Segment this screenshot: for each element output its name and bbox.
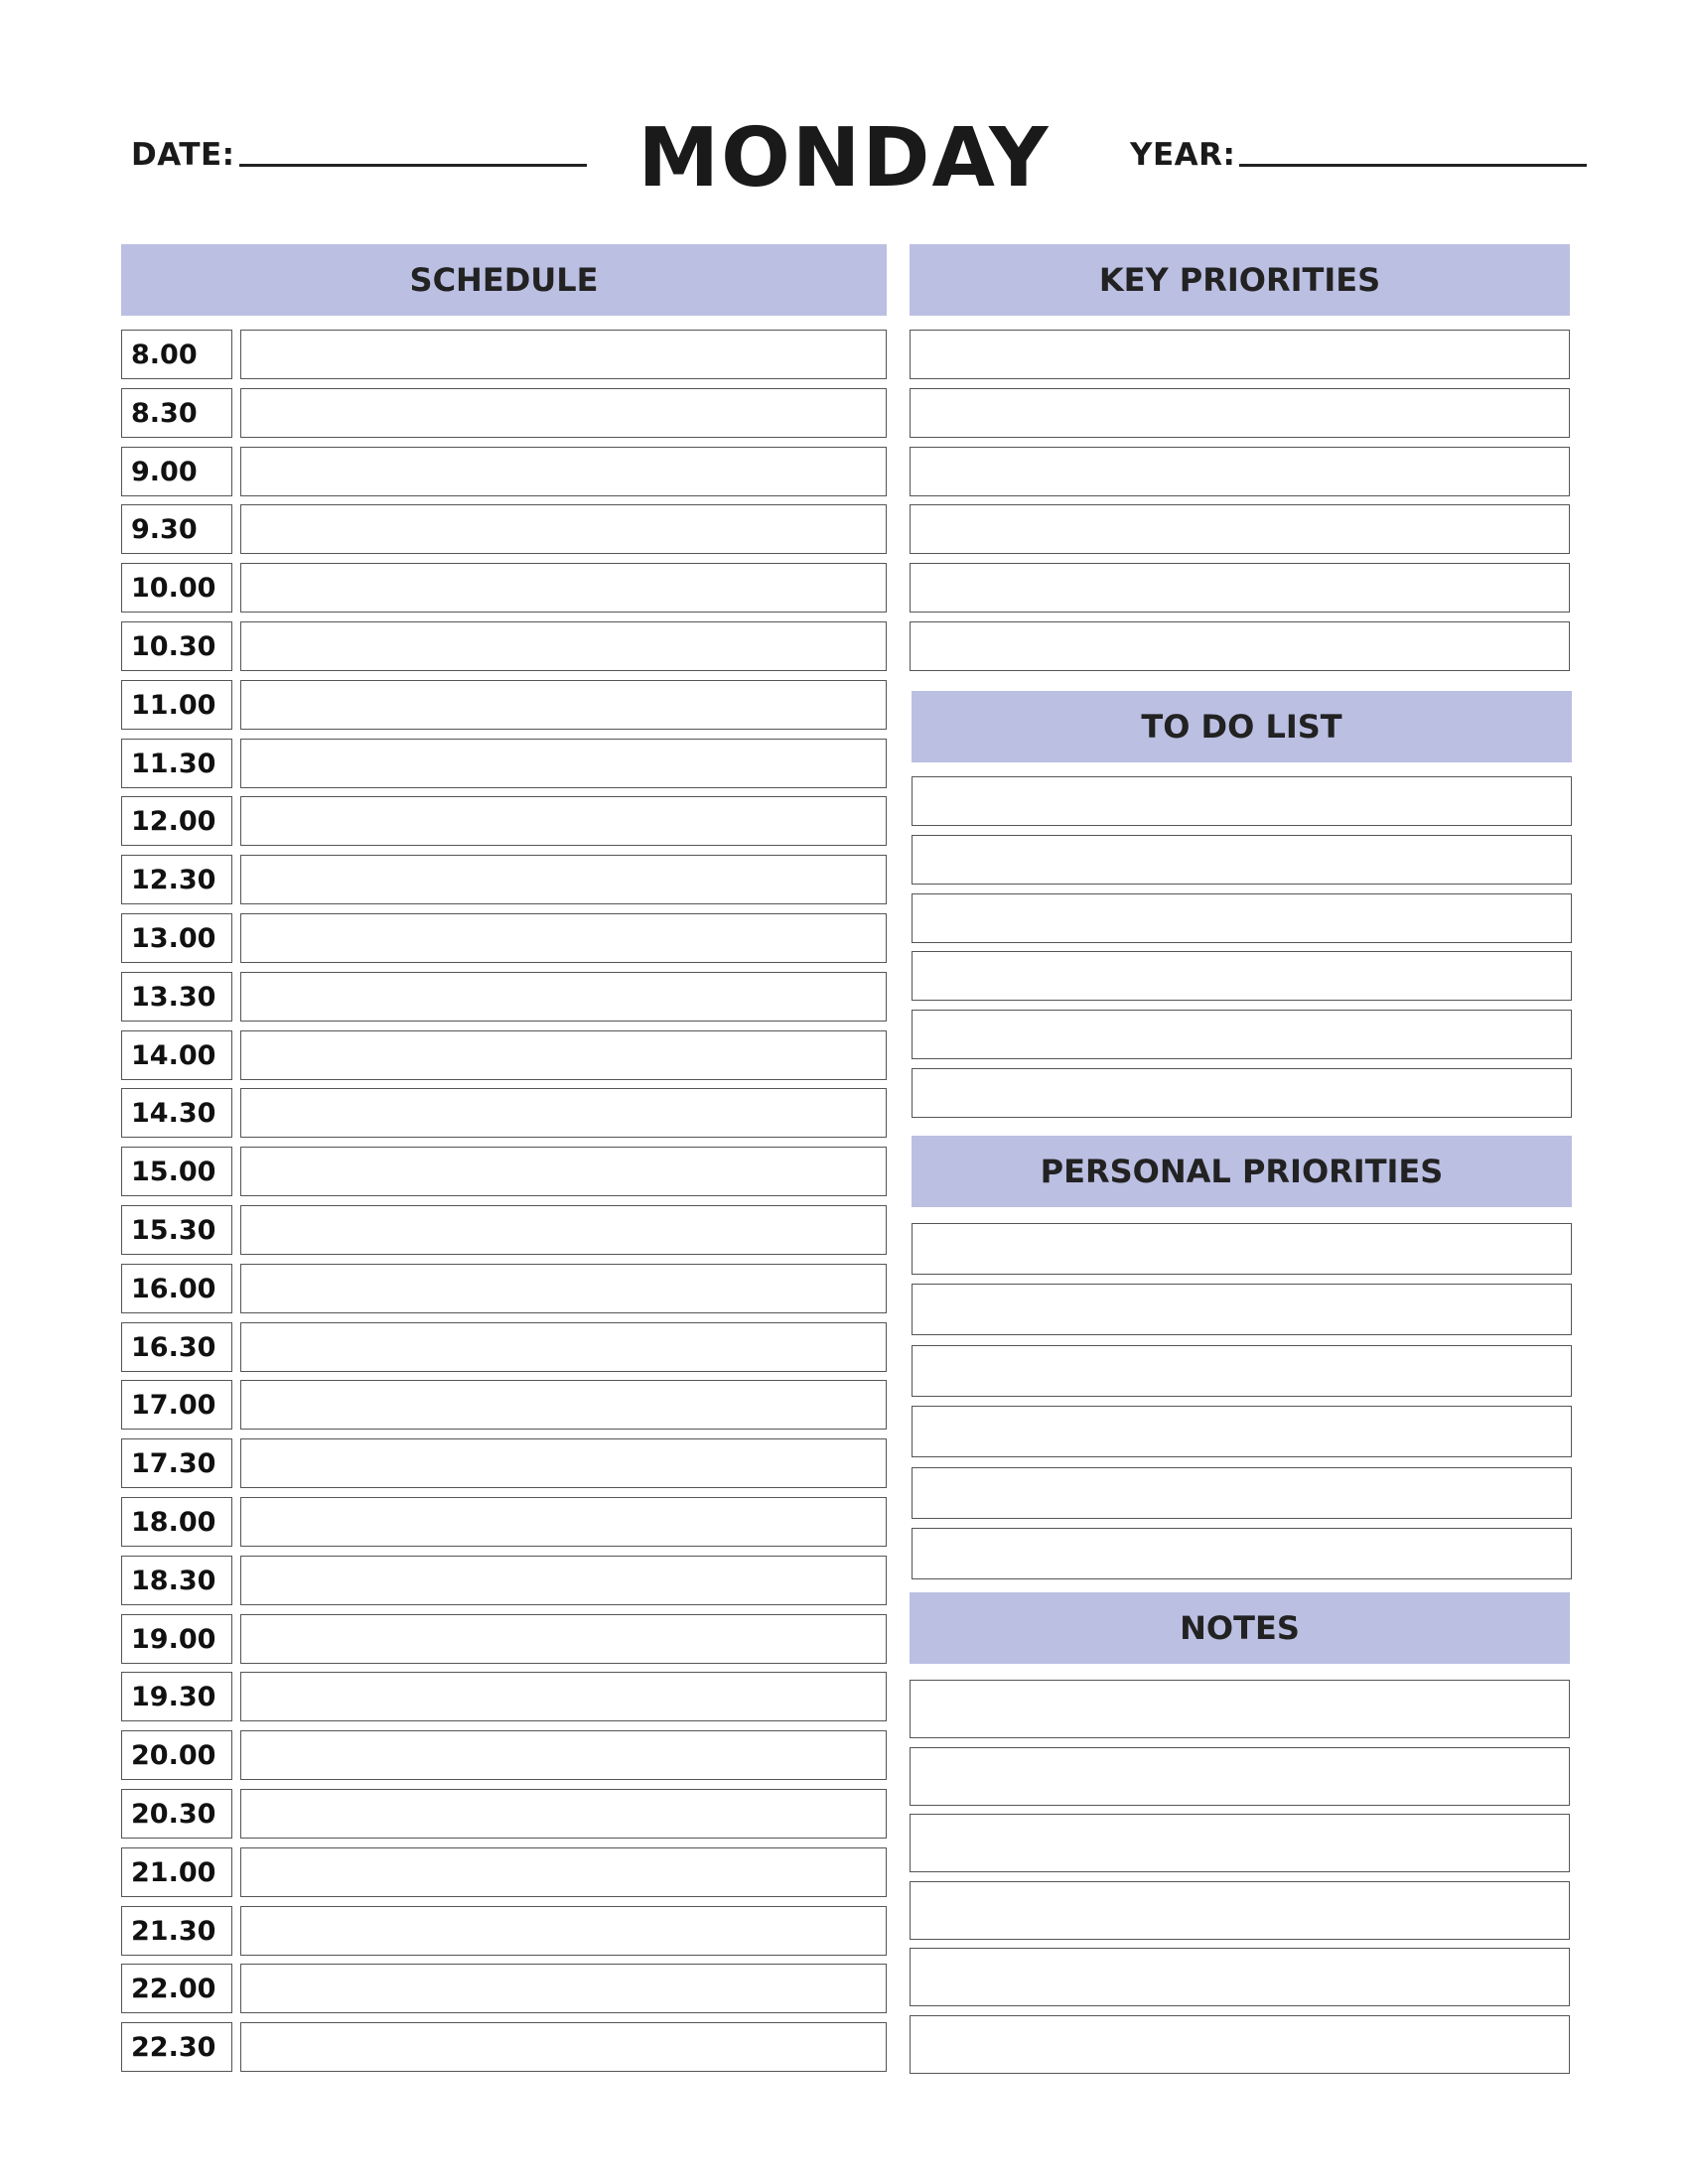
- schedule-time-cell: 19.00: [121, 1614, 232, 1664]
- todo-item-field[interactable]: [912, 835, 1572, 885]
- schedule-entry-field[interactable]: [240, 913, 887, 963]
- schedule-time-cell: 17.30: [121, 1438, 232, 1488]
- schedule-time-cell: 18.30: [121, 1556, 232, 1605]
- note-line-field[interactable]: [910, 2015, 1570, 2074]
- schedule-time-cell: 8.30: [121, 388, 232, 438]
- schedule-time-cell: 10.00: [121, 563, 232, 613]
- schedule-time-cell: 19.30: [121, 1672, 232, 1721]
- note-line-field[interactable]: [910, 1680, 1570, 1738]
- todo-item-field[interactable]: [912, 951, 1572, 1001]
- schedule-entry-field[interactable]: [240, 1672, 887, 1721]
- schedule-time-cell: 18.00: [121, 1497, 232, 1547]
- key-priority-field[interactable]: [910, 330, 1570, 379]
- schedule-entry-field[interactable]: [240, 1789, 887, 1839]
- schedule-entry-field[interactable]: [240, 855, 887, 904]
- schedule-entry-field[interactable]: [240, 972, 887, 1022]
- schedule-time-cell: 22.00: [121, 1964, 232, 2013]
- todo-item-field[interactable]: [912, 1068, 1572, 1118]
- schedule-entry-field[interactable]: [240, 563, 887, 613]
- schedule-time-cell: 21.00: [121, 1847, 232, 1897]
- schedule-entry-field[interactable]: [240, 504, 887, 554]
- schedule-time-cell: 20.00: [121, 1730, 232, 1780]
- schedule-entry-field[interactable]: [240, 1497, 887, 1547]
- schedule-time-cell: 16.30: [121, 1322, 232, 1372]
- personal-priority-field[interactable]: [912, 1223, 1572, 1275]
- schedule-entry-field[interactable]: [240, 739, 887, 788]
- schedule-time-cell: 9.00: [121, 447, 232, 496]
- note-line-field[interactable]: [910, 1814, 1570, 1872]
- schedule-time-cell: 11.30: [121, 739, 232, 788]
- personal-priority-field[interactable]: [912, 1528, 1572, 1579]
- key-priority-field[interactable]: [910, 563, 1570, 613]
- schedule-time-cell: 21.30: [121, 1906, 232, 1956]
- todo-item-field[interactable]: [912, 1010, 1572, 1059]
- schedule-time-cell: 15.30: [121, 1205, 232, 1255]
- schedule-entry-field[interactable]: [240, 1147, 887, 1196]
- schedule-entry-field[interactable]: [240, 796, 887, 846]
- personal-priority-field[interactable]: [912, 1406, 1572, 1457]
- todo-item-field[interactable]: [912, 776, 1572, 826]
- year-blank-line[interactable]: [1239, 164, 1587, 167]
- schedule-entry-field[interactable]: [240, 1380, 887, 1430]
- schedule-entry-field[interactable]: [240, 1438, 887, 1488]
- schedule-time-cell: 22.30: [121, 2022, 232, 2072]
- personal-priority-field[interactable]: [912, 1345, 1572, 1397]
- personal-priority-field[interactable]: [912, 1467, 1572, 1519]
- schedule-time-cell: 12.30: [121, 855, 232, 904]
- note-line-field[interactable]: [910, 1881, 1570, 1940]
- key-priorities-header: KEY PRIORITIES: [910, 244, 1570, 316]
- year-field[interactable]: [1130, 137, 1587, 173]
- note-line-field[interactable]: [910, 1948, 1570, 2006]
- schedule-entry-field[interactable]: [240, 1556, 887, 1605]
- schedule-entry-field[interactable]: [240, 1088, 887, 1138]
- todo-header: TO DO LIST: [912, 691, 1572, 762]
- schedule-time-cell: 14.00: [121, 1030, 232, 1080]
- schedule-time-cell: 12.00: [121, 796, 232, 846]
- todo-item-field[interactable]: [912, 893, 1572, 943]
- schedule-time-cell: 20.30: [121, 1789, 232, 1839]
- schedule-time-cell: 8.00: [121, 330, 232, 379]
- schedule-entry-field[interactable]: [240, 621, 887, 671]
- schedule-time-cell: 11.00: [121, 680, 232, 730]
- schedule-entry-field[interactable]: [240, 1205, 887, 1255]
- schedule-time-cell: 14.30: [121, 1088, 232, 1138]
- schedule-entry-field[interactable]: [240, 1730, 887, 1780]
- schedule-entry-field[interactable]: [240, 388, 887, 438]
- page-title: MONDAY: [637, 111, 1051, 205]
- year-label: YEAR:: [1130, 137, 1236, 173]
- schedule-time-cell: 9.30: [121, 504, 232, 554]
- date-label: DATE:: [131, 137, 235, 173]
- schedule-entry-field[interactable]: [240, 1847, 887, 1897]
- schedule-time-cell: 13.30: [121, 972, 232, 1022]
- schedule-time-cell: 15.00: [121, 1147, 232, 1196]
- schedule-entry-field[interactable]: [240, 1964, 887, 2013]
- schedule-entry-field[interactable]: [240, 1322, 887, 1372]
- schedule-entry-field[interactable]: [240, 1906, 887, 1956]
- schedule-entry-field[interactable]: [240, 447, 887, 496]
- note-line-field[interactable]: [910, 1747, 1570, 1806]
- key-priority-field[interactable]: [910, 447, 1570, 496]
- schedule-entry-field[interactable]: [240, 1614, 887, 1664]
- schedule-entry-field[interactable]: [240, 680, 887, 730]
- schedule-time-cell: 10.30: [121, 621, 232, 671]
- schedule-entry-field[interactable]: [240, 1030, 887, 1080]
- notes-header: NOTES: [910, 1592, 1570, 1664]
- schedule-time-cell: 17.00: [121, 1380, 232, 1430]
- key-priority-field[interactable]: [910, 388, 1570, 438]
- key-priority-field[interactable]: [910, 621, 1570, 671]
- schedule-entry-field[interactable]: [240, 2022, 887, 2072]
- schedule-time-cell: 13.00: [121, 913, 232, 963]
- schedule-header: SCHEDULE: [121, 244, 887, 316]
- personal-priority-field[interactable]: [912, 1284, 1572, 1335]
- schedule-entry-field[interactable]: [240, 330, 887, 379]
- personal-priorities-header: PERSONAL PRIORITIES: [912, 1136, 1572, 1207]
- schedule-time-cell: 16.00: [121, 1264, 232, 1313]
- schedule-entry-field[interactable]: [240, 1264, 887, 1313]
- key-priority-field[interactable]: [910, 504, 1570, 554]
